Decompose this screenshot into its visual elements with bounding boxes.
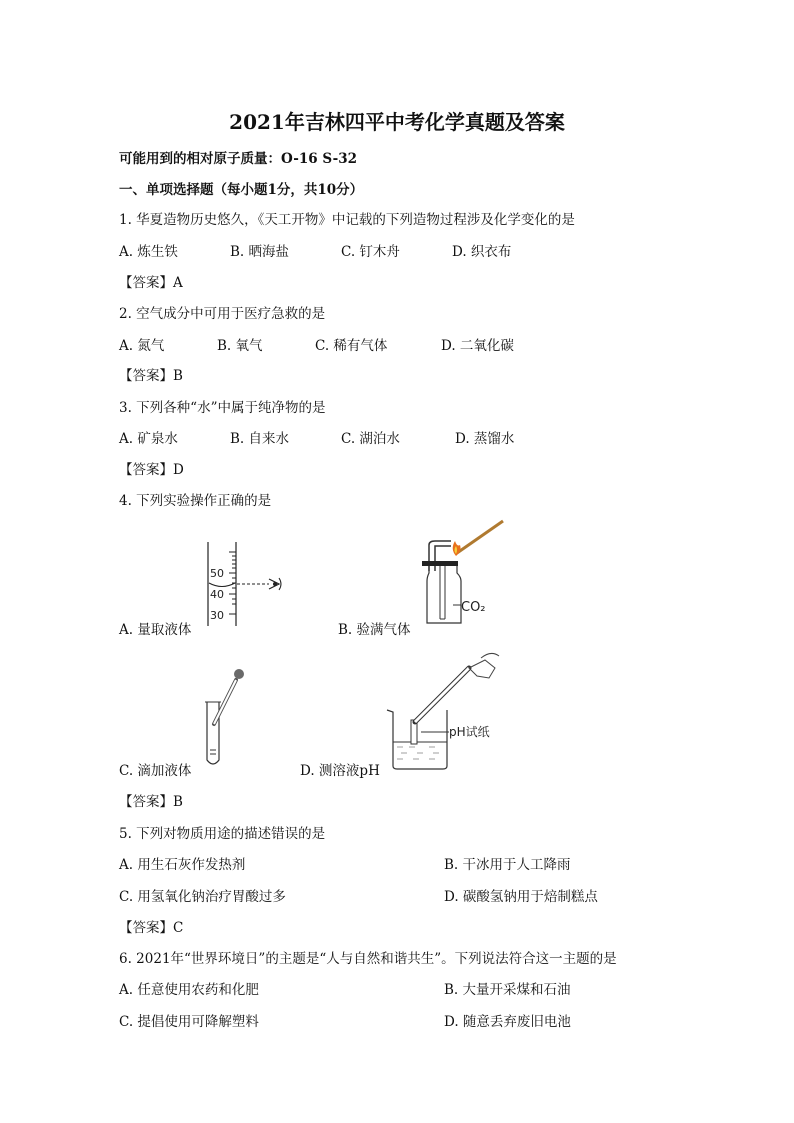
- q5-option-b: B. 干冰用于人工降雨: [444, 857, 571, 873]
- co2-label: CO₂: [461, 600, 486, 615]
- q6-option-d: D. 随意丢弃废旧电池: [444, 1014, 571, 1030]
- eye-icon: [269, 578, 281, 590]
- q1-option-c: C. 钉木舟: [341, 244, 400, 260]
- q2-option-c: C. 稀有气体: [315, 338, 388, 354]
- q4-option-c: C. 滴加液体: [119, 763, 192, 779]
- page-title: 2021年吉林四平中考化学真题及答案: [229, 110, 565, 134]
- q6-option-a: A. 任意使用农药和化肥: [119, 982, 259, 998]
- tick-label-40: 40: [210, 588, 224, 601]
- q2-option-b: B. 氧气: [217, 338, 263, 354]
- atomic-mass-note: 可能用到的相对原子质量：O-16 S-32: [119, 151, 357, 167]
- q5-answer: 【答案】C: [119, 920, 184, 936]
- q2-answer: 【答案】B: [119, 368, 183, 384]
- q6-option-b: B. 大量开采煤和石油: [444, 982, 571, 998]
- q1-answer: 【答案】A: [119, 275, 183, 291]
- q4-answer: 【答案】B: [119, 794, 183, 810]
- q4-option-d: D. 测溶液pH: [300, 763, 380, 779]
- question-2-stem: 2. 空气成分中可用于医疗急救的是: [119, 306, 326, 322]
- q2-option-a: A. 氮气: [119, 338, 165, 354]
- question-3-stem: 3. 下列各种“水”中属于纯净物的是: [119, 400, 326, 416]
- q5-option-c: C. 用氢氧化钠治疗胃酸过多: [119, 889, 286, 905]
- figure-graduated-cylinder: [195, 540, 295, 630]
- q3-option-b: B. 自来水: [230, 431, 290, 447]
- q4-option-a: A. 量取液体: [119, 622, 192, 638]
- q4-option-b: B. 验满气体: [338, 622, 411, 638]
- q3-option-c: C. 湖泊水: [341, 431, 400, 447]
- question-1-stem: 1. 华夏造物历史悠久，《天工开物》中记载的下列造物过程涉及化学变化的是: [119, 212, 575, 228]
- question-5-stem: 5. 下列对物质用途的描述错误的是: [119, 826, 326, 842]
- figure-beaker-ph: [385, 648, 510, 773]
- figure-gas-bottle: [415, 515, 515, 635]
- q3-option-a: A. 矿泉水: [119, 431, 178, 447]
- q1-option-a: A. 炼生铁: [119, 244, 178, 260]
- flame-icon: [453, 541, 461, 556]
- q1-option-d: D. 织衣布: [452, 244, 512, 260]
- figure-test-tube-dropper: [198, 664, 258, 774]
- question-4-stem: 4. 下列实验操作正确的是: [119, 493, 272, 509]
- q2-option-d: D. 二氧化碳: [441, 338, 514, 354]
- ph-paper-label: pH试纸: [449, 725, 490, 739]
- q3-answer: 【答案】D: [119, 462, 184, 478]
- q5-option-d: D. 碳酸氢钠用于焙制糕点: [444, 889, 598, 905]
- tick-label-50: 50: [210, 567, 224, 580]
- q5-option-a: A. 用生石灰作发热剂: [119, 857, 246, 873]
- q3-option-d: D. 蒸馏水: [455, 431, 515, 447]
- section-heading: 一、单项选择题（每小题1分，共10分）: [119, 182, 364, 198]
- question-6-stem: 6. 2021年“世界环境日”的主题是“人与自然和谐共生”。下列说法符合这一主题的是: [119, 951, 617, 967]
- tick-label-30: 30: [210, 609, 224, 622]
- q1-option-b: B. 晒海盐: [230, 244, 290, 260]
- q6-option-c: C. 提倡使用可降解塑料: [119, 1014, 259, 1030]
